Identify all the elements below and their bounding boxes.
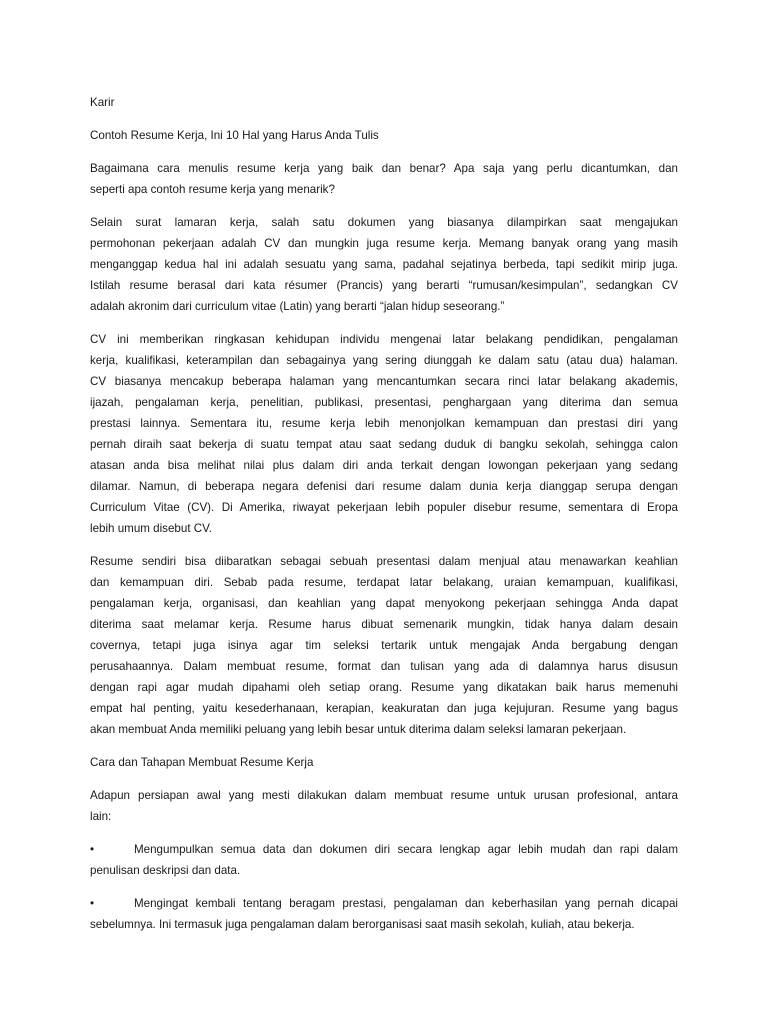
list-item-text: penulisan deskripsi dan data. [90,864,241,877]
paragraph-line: menganggap kedua hal ini adalah sesuatu yang sama, padahal sejatinya berbeda, tapi sedikit mirip juga. [90,258,678,271]
paragraph-line: pernah diraih saat bekerja di suatu tempat atau saat sedang duduk di bangku sekolah, sehingga calon [90,438,678,451]
paragraph-line: Curriculum Vitae (CV). Di Amerika, riwayat pekerjaan lebih populer disebur resume, sementara di Eropa [90,501,678,514]
paragraph-line: kerja, kualifikasi, keterampilan dan sebagainya yang sering diunggah ke dalam satu (atau dua) halaman. [90,354,678,367]
paragraph-line: dilamar. Namun, di beberapa negara defenisi dari resume dalam dunia kerja dianggap serupa dengan [90,480,678,493]
paragraph-line: Adapun persiapan awal yang mesti dilakukan dalam membuat resume untuk urusan profesional, antara [90,789,678,802]
intro-line: seperti apa contoh resume kerja yang menarik? [90,183,335,196]
paragraph-line: dan kemampuan diri. Sebab pada resume, terdapat latar belakang, uraian kemampuan, kualifikasi, [90,576,678,589]
paragraph-line: CV biasanya mencakup beberapa halaman yang mencantumkan secara rinci latar belakang akademis, [90,375,678,388]
paragraph-line: empat hal penting, yaitu kesederhanaan, kerapian, keakuratan dan juga kejujuran. Resume yang bagus [90,702,678,715]
bullet-icon: • [90,897,95,910]
paragraph-line: ijazah, pengalaman kerja, penelitian, publikasi, presentasi, penghargaan yang diterima dan semua [90,396,678,409]
paragraph-line: Istilah resume berasal dari kata résumer (Prancis) yang berarti “rumusan/kesimpulan”, sedangkan CV [90,279,678,292]
paragraph-line: covernya, tetapi juga isinya agar tim seleksi tertarik untuk mengajak Anda bergabung dengan [90,639,678,652]
paragraph-line: pengalaman kerja, organisasi, dan keahlian yang dapat menyokong pekerjaan sehingga Anda dapat [90,597,678,610]
list-item-text: Mengingat kembali tentang beragam prestasi, pengalaman dan keberhasilan yang pernah dicapai [134,897,678,910]
paragraph-line: prestasi lainnya. Sementara itu, resume kerja lebih menonjolkan kemampuan dan prestasi diri yang [90,417,678,430]
paragraph-line: lebih umum disebut CV. [90,522,213,535]
list-item-text: Mengumpulkan semua data dan dokumen diri secara lengkap agar lebih mudah dan rapi dalam [134,843,678,856]
article-title: Contoh Resume Kerja, Ini 10 Hal yang Harus Anda Tulis [90,129,379,142]
paragraph-line: perusahaannya. Dalam membuat resume, format dan tulisan yang ada di dalamnya harus disusun [90,660,678,673]
paragraph-line: akan membuat Anda memiliki peluang yang lebih besar untuk diterima dalam seleksi lamaran pekerjaan. [90,723,627,736]
paragraph-line: atasan anda bisa melihat nilai plus dalam diri anda terkait dengan lowongan pekerjaan yang sedang [90,459,678,472]
paragraph-line: diterima saat melamar kerja. Resume harus dibuat semenarik mungkin, tidak hanya dalam desain [90,618,678,631]
paragraph-line: Resume sendiri bisa diibaratkan sebagai sebuah presentasi dalam menjual atau menawarkan keahlian [90,555,678,568]
paragraph-line: dengan rapi agar mudah dipahami oleh setiap orang. Resume yang dikatakan baik harus memenuhi [90,681,678,694]
paragraph-line: adalah akronim dari curriculum vitae (Latin) yang berarti “jalan hidup seseorang.” [90,300,505,313]
paragraph-line: permohonan pekerjaan adalah CV dan mungkin juga resume kerja. Memang banyak orang yang masih [90,237,678,250]
intro-line: Bagaimana cara menulis resume kerja yang baik dan benar? Apa saja yang perlu dicantumkan, dan [90,162,678,175]
list-item-text: sebelumnya. Ini termasuk juga pengalaman dalam berorganisasi saat masih sekolah, kuliah, atau bekerja. [90,918,635,931]
paragraph-line: lain: [90,810,112,823]
document-page [90,0,678,1024]
paragraph-line: CV ini memberikan ringkasan kehidupan individu mengenai latar belakang pendidikan, pengalaman [90,333,678,346]
bullet-icon: • [90,843,95,856]
section-heading: Cara dan Tahapan Membuat Resume Kerja [90,756,314,769]
category-label: Karir [90,96,115,109]
paragraph-line: Selain surat lamaran kerja, salah satu dokumen yang biasanya dilampirkan saat mengajukan [90,216,678,229]
